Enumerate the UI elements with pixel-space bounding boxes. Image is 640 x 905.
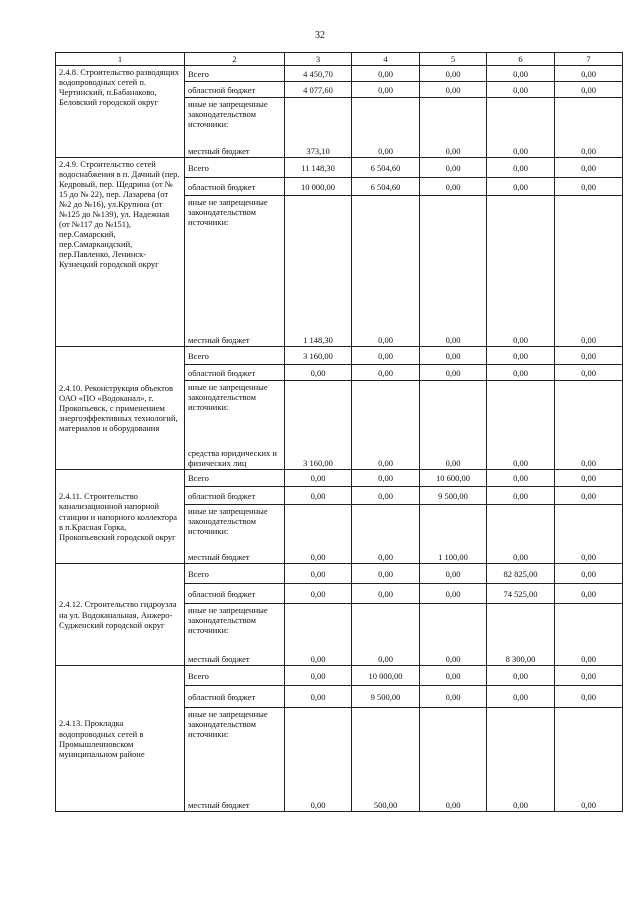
value-cell: 4 450,70 <box>285 66 352 82</box>
value-cell: 0,00 <box>352 381 420 470</box>
value-cell: 0,00 <box>285 487 352 505</box>
value-cell: 0,00 <box>352 604 420 666</box>
value-cell: 11 148,30 <box>285 158 352 178</box>
value-cell: 10 600,00 <box>420 470 487 487</box>
value-cell: 0,00 <box>420 347 487 365</box>
value-cell: 0,00 <box>487 708 555 812</box>
value-cell: 0,00 <box>487 196 555 347</box>
value-cell: 1 148,30 <box>285 196 352 347</box>
activity-name-cell: 2.4.9. Строительство сетей водоснабжения в п. Дачный (пер. Кедровый, пер. Щедрина (от № 15 до № 22), пер. Лазарева (от №2 до №16), ул.Крупина (от №125 до №139), ул. Надежная (от №117 до №151), пер.Самарский, пер.Самаркандский, пер.Павленко, Ленинск-Кузнецкий городской округ <box>56 158 185 347</box>
funding-source-cell: областной бюджет <box>185 365 285 381</box>
table-row <box>56 564 623 584</box>
value-cell: 0,00 <box>352 584 420 604</box>
table-body <box>56 53 623 812</box>
funding-source-label: местный бюджет <box>188 335 250 345</box>
value-cell: 3 160,00 <box>285 381 352 470</box>
value-cell: 0,00 <box>555 365 623 381</box>
value-cell: 0,00 <box>555 66 623 82</box>
value-cell: 0,00 <box>352 470 420 487</box>
funding-source-cell: областной бюджет <box>185 178 285 196</box>
value-cell: 0,00 <box>487 470 555 487</box>
header-row <box>56 53 623 66</box>
value-cell: 500,00 <box>352 708 420 812</box>
value-cell: 6 504,60 <box>352 158 420 178</box>
value-cell: 0,00 <box>420 158 487 178</box>
activity-name-cell: 2.4.11. Строительство канализационной напорной станции и напорного коллектора в п.Красная Горка, Прокопьевский городской округ <box>56 470 185 564</box>
funding-source-cell: Всего <box>185 158 285 178</box>
funding-table <box>55 52 623 812</box>
funding-source-cell <box>185 505 285 564</box>
value-cell: 3 160,00 <box>285 347 352 365</box>
value-cell: 0,00 <box>555 604 623 666</box>
value-cell: 0,00 <box>352 487 420 505</box>
header-cell: 2 <box>185 53 285 66</box>
value-cell: 0,00 <box>352 66 420 82</box>
table-row <box>56 158 623 178</box>
value-cell: 0,00 <box>420 686 487 708</box>
value-cell: 0,00 <box>487 158 555 178</box>
value-cell: 4 077,60 <box>285 82 352 98</box>
value-cell: 0,00 <box>285 470 352 487</box>
value-cell: 0,00 <box>352 196 420 347</box>
activity-name-cell: 2.4.13. Прокладка водопроводных сетей в Промышленновском муниципальном районе <box>56 666 185 812</box>
funding-source-cell: областной бюджет <box>185 82 285 98</box>
funding-source-cell: Всего <box>185 66 285 82</box>
other-sources-label: иные не запрещенные законодательством источники: <box>188 99 268 130</box>
value-cell: 0,00 <box>352 347 420 365</box>
funding-source-cell <box>185 604 285 666</box>
value-cell: 74 525,00 <box>487 584 555 604</box>
other-sources-label: иные не запрещенные законодательством источники: <box>188 709 268 740</box>
funding-source-cell: Всего <box>185 564 285 584</box>
value-cell: 0,00 <box>352 98 420 158</box>
value-cell: 0,00 <box>555 487 623 505</box>
funding-source-label: местный бюджет <box>188 146 250 156</box>
value-cell: 0,00 <box>285 666 352 686</box>
value-cell: 0,00 <box>285 564 352 584</box>
funding-source-label: средства юридических и физических лиц <box>188 447 277 468</box>
value-cell: 0,00 <box>420 66 487 82</box>
other-sources-label: иные не запрещенные законодательством источники: <box>188 382 268 413</box>
value-cell: 0,00 <box>352 82 420 98</box>
funding-source-cell <box>185 196 285 347</box>
funding-source-cell <box>185 381 285 470</box>
value-cell: 9 500,00 <box>352 686 420 708</box>
value-cell: 0,00 <box>555 82 623 98</box>
table-row <box>56 470 623 487</box>
value-cell: 0,00 <box>352 365 420 381</box>
page-number: 32 <box>315 30 325 41</box>
value-cell: 0,00 <box>285 505 352 564</box>
activity-name-cell: 2.4.12. Строительство гидроузла на ул. Водоканальная, Анжеро-Судженский городской округ <box>56 564 185 666</box>
value-cell: 0,00 <box>487 347 555 365</box>
value-cell: 0,00 <box>420 381 487 470</box>
value-cell: 0,00 <box>420 82 487 98</box>
value-cell: 0,00 <box>487 505 555 564</box>
other-sources-label: иные не запрещенные законодательством источники: <box>188 605 268 636</box>
other-sources-label: иные не запрещенные законодательством источники: <box>188 197 268 228</box>
value-cell: 0,00 <box>555 666 623 686</box>
value-cell: 0,00 <box>487 365 555 381</box>
funding-source-cell <box>185 708 285 812</box>
value-cell: 10 000,00 <box>352 666 420 686</box>
value-cell: 0,00 <box>420 178 487 196</box>
value-cell: 0,00 <box>285 708 352 812</box>
funding-source-cell: областной бюджет <box>185 487 285 505</box>
funding-source-cell: Всего <box>185 347 285 365</box>
value-cell: 0,00 <box>420 365 487 381</box>
value-cell: 0,00 <box>555 584 623 604</box>
value-cell: 0,00 <box>555 505 623 564</box>
value-cell: 0,00 <box>420 564 487 584</box>
funding-source-cell: Всего <box>185 666 285 686</box>
value-cell: 0,00 <box>487 178 555 196</box>
value-cell: 1 100,00 <box>420 505 487 564</box>
value-cell: 0,00 <box>420 98 487 158</box>
funding-source-cell: Всего <box>185 470 285 487</box>
table-row <box>56 66 623 82</box>
value-cell: 0,00 <box>555 158 623 178</box>
table-row <box>56 666 623 686</box>
other-sources-label: иные не запрещенные законодательством источники: <box>188 506 268 537</box>
value-cell: 0,00 <box>420 666 487 686</box>
header-cell: 7 <box>555 53 623 66</box>
header-cell: 5 <box>420 53 487 66</box>
value-cell: 0,00 <box>420 196 487 347</box>
value-cell: 0,00 <box>285 365 352 381</box>
value-cell: 0,00 <box>352 564 420 584</box>
value-cell: 0,00 <box>285 686 352 708</box>
value-cell: 0,00 <box>487 82 555 98</box>
funding-source-label: местный бюджет <box>188 800 250 810</box>
value-cell: 0,00 <box>487 381 555 470</box>
value-cell: 0,00 <box>352 505 420 564</box>
value-cell: 0,00 <box>487 487 555 505</box>
header-cell: 4 <box>352 53 420 66</box>
value-cell: 0,00 <box>487 666 555 686</box>
value-cell: 82 825,00 <box>487 564 555 584</box>
funding-source-label: местный бюджет <box>188 654 250 664</box>
activity-name-cell: 2.4.8. Строительство разводящих водопроводных сетей п. Чертинский, п.Бабанаково, Беловский городской округ <box>56 66 185 158</box>
funding-source-cell <box>185 98 285 158</box>
value-cell: 0,00 <box>420 708 487 812</box>
table-row <box>56 347 623 365</box>
value-cell: 0,00 <box>555 686 623 708</box>
value-cell: 0,00 <box>555 470 623 487</box>
value-cell: 0,00 <box>285 604 352 666</box>
activity-name-cell: 2.4.10. Реконструкция объектов ОАО «ПО «Водоканал», г. Прокопьевск, с применением энергоэффективных технологий, материалов и оборудования <box>56 347 185 470</box>
value-cell: 0,00 <box>285 584 352 604</box>
header-cell: 1 <box>56 53 185 66</box>
funding-source-label: местный бюджет <box>188 552 250 562</box>
value-cell: 10 000,00 <box>285 178 352 196</box>
value-cell: 0,00 <box>555 196 623 347</box>
value-cell: 0,00 <box>420 604 487 666</box>
value-cell: 0,00 <box>555 347 623 365</box>
value-cell: 0,00 <box>555 381 623 470</box>
value-cell: 8 300,00 <box>487 604 555 666</box>
value-cell: 0,00 <box>487 686 555 708</box>
value-cell: 0,00 <box>555 708 623 812</box>
value-cell: 0,00 <box>420 584 487 604</box>
value-cell: 0,00 <box>487 66 555 82</box>
header-cell: 3 <box>285 53 352 66</box>
value-cell: 0,00 <box>555 98 623 158</box>
value-cell: 0,00 <box>487 98 555 158</box>
value-cell: 0,00 <box>555 178 623 196</box>
value-cell: 373,10 <box>285 98 352 158</box>
header-cell: 6 <box>487 53 555 66</box>
value-cell: 9 500,00 <box>420 487 487 505</box>
value-cell: 6 504,60 <box>352 178 420 196</box>
value-cell: 0,00 <box>555 564 623 584</box>
funding-source-cell: областной бюджет <box>185 584 285 604</box>
funding-source-cell: областной бюджет <box>185 686 285 708</box>
